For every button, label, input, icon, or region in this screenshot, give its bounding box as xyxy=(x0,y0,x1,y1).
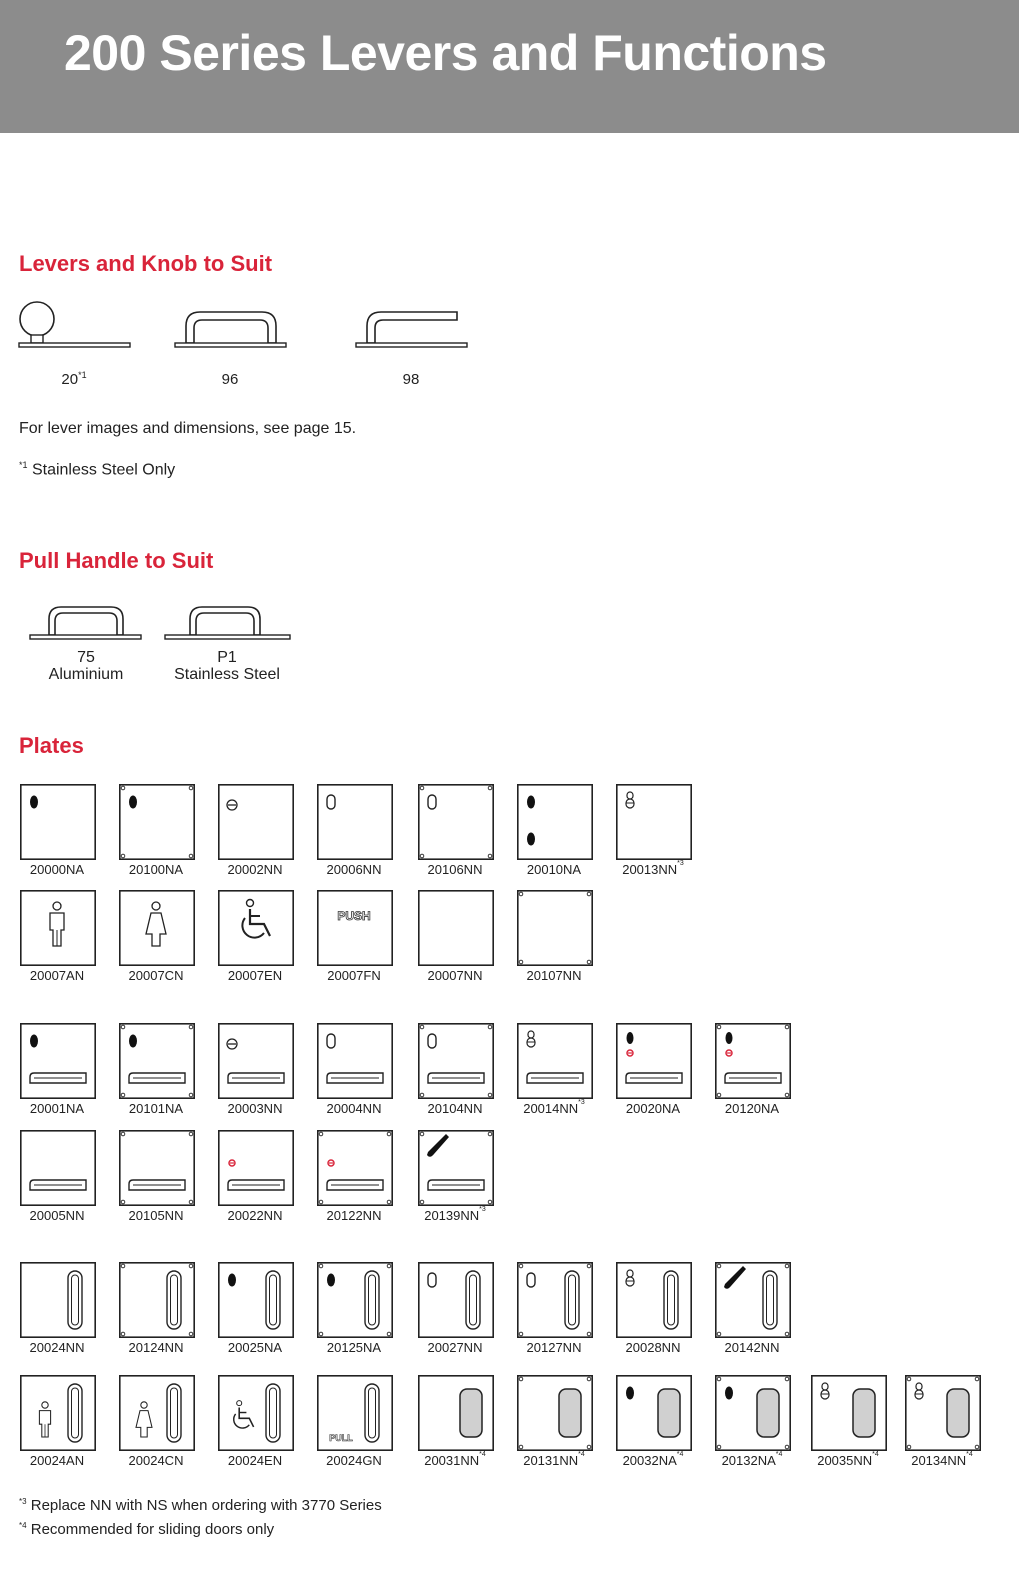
plate-drawing xyxy=(317,1130,393,1206)
screw-icon xyxy=(189,1093,193,1097)
plate-drawing xyxy=(317,1023,393,1099)
plate-code: 20024NN xyxy=(29,1340,85,1355)
plate-code: 20010NA xyxy=(526,862,582,877)
screw-icon xyxy=(519,1377,523,1381)
plate-outline xyxy=(21,1263,95,1337)
screw-icon xyxy=(785,1025,789,1029)
screw-icon xyxy=(387,1332,391,1336)
plate-drawing xyxy=(616,1262,692,1338)
plate-code: 20000NA xyxy=(29,862,85,877)
turn-knob-icon xyxy=(228,1274,236,1287)
screw-icon xyxy=(717,1445,721,1449)
pull-handle-icon xyxy=(365,1384,379,1442)
lever-code-20: 20$^{*1}$ xyxy=(61,370,87,388)
knob-icon xyxy=(18,300,132,350)
plate-outline xyxy=(21,1024,95,1098)
plate-drawing xyxy=(905,1375,981,1451)
pull-handle-icon xyxy=(365,1271,379,1329)
flush-pull-icon xyxy=(853,1389,875,1437)
plate-code: 20120NA xyxy=(724,1101,780,1116)
pull-handle-icon xyxy=(68,1384,82,1442)
plate-drawing xyxy=(517,1262,593,1338)
plate-code: 20002NN xyxy=(227,862,283,877)
footnote-4: $^{*4}$ Recommended for sliding doors only xyxy=(19,1521,275,1538)
screw-icon xyxy=(587,1264,591,1268)
plate-outline xyxy=(419,1131,493,1205)
pull-handle-icon xyxy=(763,1271,777,1329)
plate-code: 20007EN xyxy=(227,968,283,983)
plate-code: 20031NN$^{*4}$ xyxy=(424,1451,486,1468)
plate-code: 20101NA xyxy=(128,1101,184,1116)
plate-drawing xyxy=(119,784,195,860)
plate-drawing xyxy=(317,784,393,860)
page-header xyxy=(0,0,1019,133)
levers-section-title: Levers and Knob to Suit xyxy=(19,251,273,276)
pull-handle-icon xyxy=(664,1271,678,1329)
plate-drawing xyxy=(715,1262,791,1338)
plate-outline xyxy=(617,1263,691,1337)
screw-icon xyxy=(319,1132,323,1136)
pull-label-75: 75 Aluminium xyxy=(48,649,124,683)
plate-code: 20004NN xyxy=(326,1101,382,1116)
screw-icon xyxy=(189,1264,193,1268)
push-sign-text: PUSH xyxy=(337,909,371,923)
pull-handle-icon xyxy=(167,1384,181,1442)
plate-drawing xyxy=(317,890,393,966)
plate-drawing xyxy=(20,784,96,860)
screw-icon xyxy=(189,1200,193,1204)
turn-knob-icon xyxy=(30,1035,38,1048)
flush-pull-icon xyxy=(559,1389,581,1437)
plate-code: 20142NN xyxy=(724,1340,780,1355)
plate-drawing xyxy=(418,1375,494,1451)
screw-icon xyxy=(387,1132,391,1136)
plate-outline xyxy=(518,1024,592,1098)
flush-pull-icon xyxy=(658,1389,680,1437)
screw-icon xyxy=(121,1200,125,1204)
screw-icon xyxy=(121,1332,125,1336)
screw-icon xyxy=(121,1132,125,1136)
lever-code-98: 98 xyxy=(402,371,420,388)
plate-drawing xyxy=(218,1375,294,1451)
plate-outline xyxy=(120,1024,194,1098)
screw-icon xyxy=(121,1093,125,1097)
plate-drawing xyxy=(418,890,494,966)
plate-drawing xyxy=(517,1375,593,1451)
plate-drawing xyxy=(317,1375,393,1451)
plate-code: 20024EN xyxy=(227,1453,283,1468)
plate-code: 20127NN xyxy=(526,1340,582,1355)
plate-code: 20125NA xyxy=(326,1340,382,1355)
plate-code: 20025NA xyxy=(227,1340,283,1355)
plate-outline xyxy=(21,1376,95,1450)
plate-outline xyxy=(120,1376,194,1450)
plate-code: 20032NA$^{*4}$ xyxy=(622,1451,684,1468)
screw-icon xyxy=(519,1264,523,1268)
screw-icon xyxy=(420,854,424,858)
screw-icon xyxy=(488,1093,492,1097)
plate-outline xyxy=(219,1376,293,1450)
screw-icon xyxy=(189,854,193,858)
screw-icon xyxy=(587,892,591,896)
plate-code: 20105NN xyxy=(128,1208,184,1223)
plate-code: 20134NN$^{*4}$ xyxy=(911,1451,973,1468)
screw-icon xyxy=(121,1025,125,1029)
plate-code: 20124NN xyxy=(128,1340,184,1355)
plate-outline xyxy=(518,891,592,965)
lever-footnote: $^{*1}$ Stainless Steel Only xyxy=(19,460,176,479)
plate-code: 20013NN$^{*3}$ xyxy=(622,860,684,877)
flush-pull-icon xyxy=(757,1389,779,1437)
screw-icon xyxy=(717,1332,721,1336)
plate-outline xyxy=(219,1131,293,1205)
plate-drawing xyxy=(616,1023,692,1099)
plate-code: 20020NA xyxy=(625,1101,681,1116)
screw-icon xyxy=(189,1332,193,1336)
plate-outline xyxy=(120,1263,194,1337)
page-title: 200 Series Levers and Functions xyxy=(64,25,827,81)
plate-code: 20007CN xyxy=(128,968,184,983)
pull-handle-icon xyxy=(266,1384,280,1442)
pull-section-title: Pull Handle to Suit xyxy=(19,548,214,573)
plate-drawing xyxy=(517,784,593,860)
plate-drawing xyxy=(20,890,96,966)
screw-icon xyxy=(488,1025,492,1029)
plate-code: 20024GN xyxy=(326,1453,382,1468)
plate-drawing xyxy=(317,1262,393,1338)
plate-outline xyxy=(219,785,293,859)
screw-icon xyxy=(488,1132,492,1136)
plate-code: 20001NA xyxy=(29,1101,85,1116)
screw-icon xyxy=(587,1332,591,1336)
screw-icon xyxy=(785,1377,789,1381)
plate-drawing xyxy=(418,1023,494,1099)
plate-drawing xyxy=(616,1375,692,1451)
screw-icon xyxy=(587,960,591,964)
turn-knob-icon xyxy=(30,796,38,809)
plate-drawing xyxy=(218,890,294,966)
screw-icon xyxy=(121,1264,125,1268)
screw-icon xyxy=(717,1025,721,1029)
plate-code: 20006NN xyxy=(326,862,382,877)
plate-code: 20104NN xyxy=(427,1101,483,1116)
plate-code: 20028NN xyxy=(625,1340,681,1355)
screw-icon xyxy=(785,1332,789,1336)
screw-icon xyxy=(785,1093,789,1097)
screw-icon xyxy=(420,1200,424,1204)
plate-code: 20027NN xyxy=(427,1340,483,1355)
lever-note: For lever images and dimensions, see page 15. xyxy=(19,420,357,437)
screw-icon xyxy=(785,1264,789,1268)
plate-code: 20022NN xyxy=(227,1208,283,1223)
plate-code: 20007NN xyxy=(427,968,483,983)
plate-code: 20024CN xyxy=(128,1453,184,1468)
plate-drawing xyxy=(20,1375,96,1451)
plate-outline xyxy=(219,1024,293,1098)
plate-outline xyxy=(318,891,392,965)
plate-drawing xyxy=(418,1262,494,1338)
turn-knob-icon xyxy=(129,1035,137,1048)
screw-icon xyxy=(319,1332,323,1336)
screw-icon xyxy=(975,1445,979,1449)
plate-code: 20132NA$^{*4}$ xyxy=(721,1451,783,1468)
plate-outline xyxy=(21,785,95,859)
pull-handle-icon xyxy=(565,1271,579,1329)
lever-96-icon xyxy=(174,306,288,350)
plate-drawing xyxy=(218,1262,294,1338)
plate-drawing xyxy=(418,784,494,860)
screw-icon xyxy=(587,1445,591,1449)
flush-pull-icon xyxy=(460,1389,482,1437)
pull-sign-text: PULL xyxy=(329,1433,353,1443)
pull-handle-icon xyxy=(167,1271,181,1329)
plate-code: 20024AN xyxy=(29,1453,85,1468)
screw-icon xyxy=(387,1264,391,1268)
plate-outline xyxy=(518,785,592,859)
plate-outline xyxy=(219,1263,293,1337)
screw-icon xyxy=(319,1200,323,1204)
screw-icon xyxy=(519,1332,523,1336)
screw-icon xyxy=(387,1200,391,1204)
plate-drawing xyxy=(119,1023,195,1099)
plate-drawing xyxy=(811,1375,887,1451)
plate-drawing xyxy=(20,1262,96,1338)
footnote-3: $^{*3}$ Replace NN with NS when ordering with 3770 Series xyxy=(19,1497,382,1514)
plate-code: 20035NN$^{*4}$ xyxy=(817,1451,879,1468)
turn-knob-icon xyxy=(627,1032,634,1044)
screw-icon xyxy=(420,1093,424,1097)
screw-icon xyxy=(907,1377,911,1381)
lever-code-96: 96 xyxy=(221,371,239,388)
plate-outline xyxy=(318,1131,392,1205)
screw-icon xyxy=(488,854,492,858)
screw-icon xyxy=(717,1093,721,1097)
plate-outline xyxy=(120,1131,194,1205)
screw-icon xyxy=(189,1132,193,1136)
plate-drawing xyxy=(418,1130,494,1206)
turn-knob-icon xyxy=(327,1274,335,1287)
turn-knob-icon xyxy=(129,796,137,809)
plate-code: 20014NN$^{*3}$ xyxy=(523,1099,585,1116)
screw-icon xyxy=(975,1377,979,1381)
plate-drawing xyxy=(119,1375,195,1451)
pull-handle-75-icon xyxy=(29,605,143,641)
plate-code: 20122NN xyxy=(326,1208,382,1223)
screw-icon xyxy=(189,786,193,790)
plate-outline xyxy=(219,891,293,965)
plate-code: 20007FN xyxy=(327,968,381,983)
pull-handle-icon xyxy=(68,1271,82,1329)
screw-icon xyxy=(420,1025,424,1029)
turn-knob-icon xyxy=(725,1387,733,1400)
pull-handle-p1-icon xyxy=(164,605,292,641)
plate-drawing xyxy=(119,1262,195,1338)
plate-drawing xyxy=(20,1130,96,1206)
plate-drawing xyxy=(119,1130,195,1206)
screw-icon xyxy=(488,1200,492,1204)
screw-icon xyxy=(319,1264,323,1268)
screw-icon xyxy=(420,1132,424,1136)
plate-outline xyxy=(419,891,493,965)
pull-handle-icon xyxy=(266,1271,280,1329)
plate-code: 20107NN xyxy=(526,968,582,983)
plate-outline xyxy=(617,785,691,859)
screw-icon xyxy=(519,1445,523,1449)
screw-icon xyxy=(717,1377,721,1381)
screw-icon xyxy=(488,786,492,790)
screw-icon xyxy=(519,892,523,896)
screw-icon xyxy=(785,1445,789,1449)
plate-outline xyxy=(120,785,194,859)
plate-outline xyxy=(318,1263,392,1337)
plate-code: 20106NN xyxy=(427,862,483,877)
screw-icon xyxy=(519,960,523,964)
pull-label-p1: P1 Stainless Steel xyxy=(174,649,280,683)
plate-drawing xyxy=(218,784,294,860)
plate-drawing xyxy=(218,1023,294,1099)
screw-icon xyxy=(189,1025,193,1029)
plate-outline xyxy=(716,1263,790,1337)
plate-drawing xyxy=(517,1023,593,1099)
screw-icon xyxy=(907,1445,911,1449)
plate-drawing xyxy=(715,1023,791,1099)
plate-code: 20139NN$^{*3}$ xyxy=(424,1206,486,1223)
pull-handle-icon xyxy=(466,1271,480,1329)
lever-98-icon xyxy=(355,306,469,350)
screw-icon xyxy=(717,1264,721,1268)
plate-drawing xyxy=(616,784,692,860)
screw-icon xyxy=(121,786,125,790)
turn-knob-icon xyxy=(726,1032,733,1044)
plate-drawing xyxy=(119,890,195,966)
plate-code: 20131NN$^{*4}$ xyxy=(523,1451,585,1468)
plate-code: 20003NN xyxy=(227,1101,283,1116)
plate-drawing xyxy=(20,1023,96,1099)
plate-code: 20005NN xyxy=(29,1208,85,1223)
plates-section-title: Plates xyxy=(19,733,84,758)
plate-drawing xyxy=(517,890,593,966)
plate-code: 20100NA xyxy=(128,862,184,877)
flush-pull-icon xyxy=(947,1389,969,1437)
screw-icon xyxy=(121,854,125,858)
turn-knob-icon xyxy=(527,796,535,809)
turn-knob-icon xyxy=(626,1387,634,1400)
screw-icon xyxy=(420,786,424,790)
plate-outline xyxy=(21,1131,95,1205)
plate-drawing xyxy=(218,1130,294,1206)
turn-knob-icon xyxy=(527,833,535,846)
screw-icon xyxy=(587,1377,591,1381)
plate-drawing xyxy=(715,1375,791,1451)
plate-code: 20007AN xyxy=(29,968,85,983)
